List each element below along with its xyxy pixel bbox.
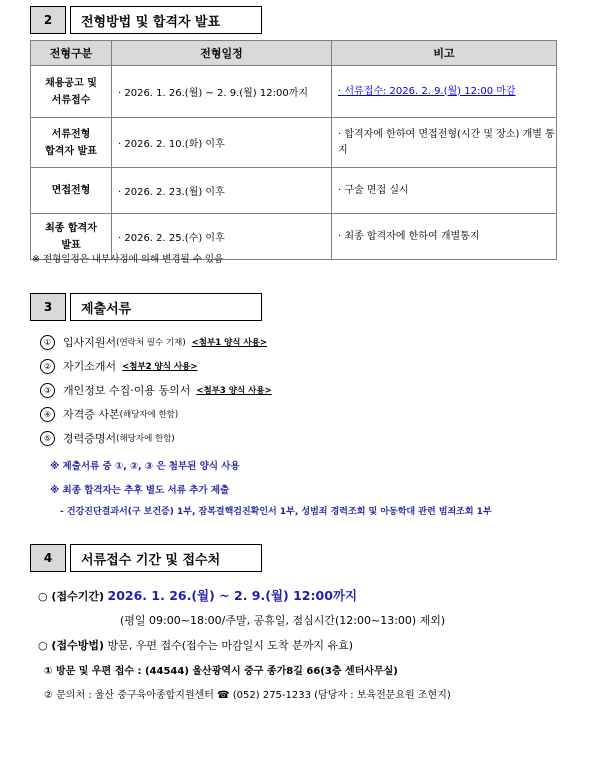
- form-note: ※ 제출서류 중 ①, ②, ③ 은 첨부된 양식 사용: [50, 461, 240, 472]
- section-2-title: 전형방법 및 합격자 발표: [70, 6, 262, 34]
- method-line: [38, 637, 353, 653]
- number-icon: ①: [40, 335, 55, 350]
- table-header-row: [31, 41, 557, 66]
- address-line: ① 방문 및 우편 접수 : (44544) 울산광역시 중구 종가8길 66(3층 센터사무실): [44, 666, 398, 677]
- period-sub: (평일 09:00~18:00/주말, 공휴일, 점심시간(12:00~13:00) 제외): [120, 614, 446, 627]
- method-value: 방문, 우편 접수(접수는 마감일시 도착 분까지 유효): [107, 639, 354, 652]
- section-2-header: [30, 6, 262, 34]
- number-icon: ③: [40, 383, 55, 398]
- remark-cell: · 합격자에 한하여 면접전형(시간 및 장소) 개별 통지: [332, 118, 557, 168]
- list-item: ⑤ 경력증명서 (해당자에 한함): [40, 426, 272, 450]
- section-4-number: 4: [30, 544, 66, 572]
- list-item: ① 입사지원서 (연락처 필수 기재) <첨부1 양식 사용>: [40, 330, 272, 354]
- header-stage: 전형구분: [31, 41, 112, 66]
- list-item: ② 자기소개서 <첨부2 양식 사용>: [40, 354, 272, 378]
- method-label: ○ (접수방법): [38, 639, 104, 652]
- period-value: 2026. 1. 26.(월) ~ 2. 9.(월) 12:00까지: [107, 588, 358, 603]
- schedule-cell: · 2026. 2. 23.(월) 이후: [112, 168, 332, 214]
- number-icon: ②: [40, 359, 55, 374]
- additional-docs-note: ※ 최종 합격자는 추후 별도 서류 추가 제출: [50, 485, 230, 496]
- section-4-title: 서류접수 기간 및 접수처: [70, 544, 262, 572]
- stage-cell: 최종 합격자 발표: [31, 214, 112, 260]
- remark-cell: · 구술 면접 실시: [332, 168, 557, 214]
- list-item: ④ 자격증 사본 (해당자에 한함): [40, 402, 272, 426]
- attachment-link[interactable]: <첨부2 양식 사용>: [122, 362, 198, 372]
- section-2-number: 2: [30, 6, 66, 34]
- stage-cell: 채용공고 및 서류접수: [31, 66, 112, 118]
- header-schedule: 전형일정: [112, 41, 332, 66]
- number-icon: ④: [40, 407, 55, 422]
- attachment-link[interactable]: <첨부3 양식 사용>: [196, 386, 272, 396]
- remark-cell: · 최종 합격자에 한하여 개별통지: [332, 214, 557, 260]
- section-3-title: 제출서류: [70, 293, 262, 321]
- header-remark: 비고: [332, 41, 557, 66]
- schedule-cell: · 2026. 1. 26.(월) ~ 2. 9.(월) 12:00까지: [112, 66, 332, 118]
- table-row: [31, 66, 557, 118]
- list-item: ③ 개인정보 수집·이용 동의서 <첨부3 양식 사용>: [40, 378, 272, 402]
- stage-cell: 서류전형 합격자 발표: [31, 118, 112, 168]
- section-3-number: 3: [30, 293, 66, 321]
- section-3-header: [30, 293, 262, 321]
- additional-docs-detail: - 건강진단결과서(구 보건증) 1부, 잠복결핵검진확인서 1부, 성범죄 경력조회 및 아동학대 관련 범죄조회 1부: [60, 507, 492, 517]
- schedule-table: [30, 40, 557, 260]
- remark-cell: [332, 66, 557, 118]
- stage-cell: 면접전형: [31, 168, 112, 214]
- section-4-header: [30, 544, 262, 572]
- number-icon: ⑤: [40, 431, 55, 446]
- schedule-note: ※ 전형일정은 내부사정에 의해 변경될 수 있음: [32, 254, 224, 265]
- period-line: [38, 586, 357, 604]
- schedule-cell: · 2026. 2. 25.(수) 이후: [112, 214, 332, 260]
- attachment-link[interactable]: <첨부1 양식 사용>: [191, 338, 267, 348]
- period-label: ○ (접수기간): [38, 590, 104, 603]
- document-list: [40, 330, 272, 450]
- contact-line: ② 문의처 : 울산 중구육아종합지원센터 ☎ (052) 275-1233 (담당자 : 보육전문요원 조현지): [44, 690, 451, 701]
- table-row: [31, 118, 557, 168]
- remark-link[interactable]: · 서류접수: 2026. 2. 9.(월) 12:00 마감: [338, 85, 516, 97]
- schedule-cell: · 2026. 2. 10.(화) 이후: [112, 118, 332, 168]
- table-row: [31, 168, 557, 214]
